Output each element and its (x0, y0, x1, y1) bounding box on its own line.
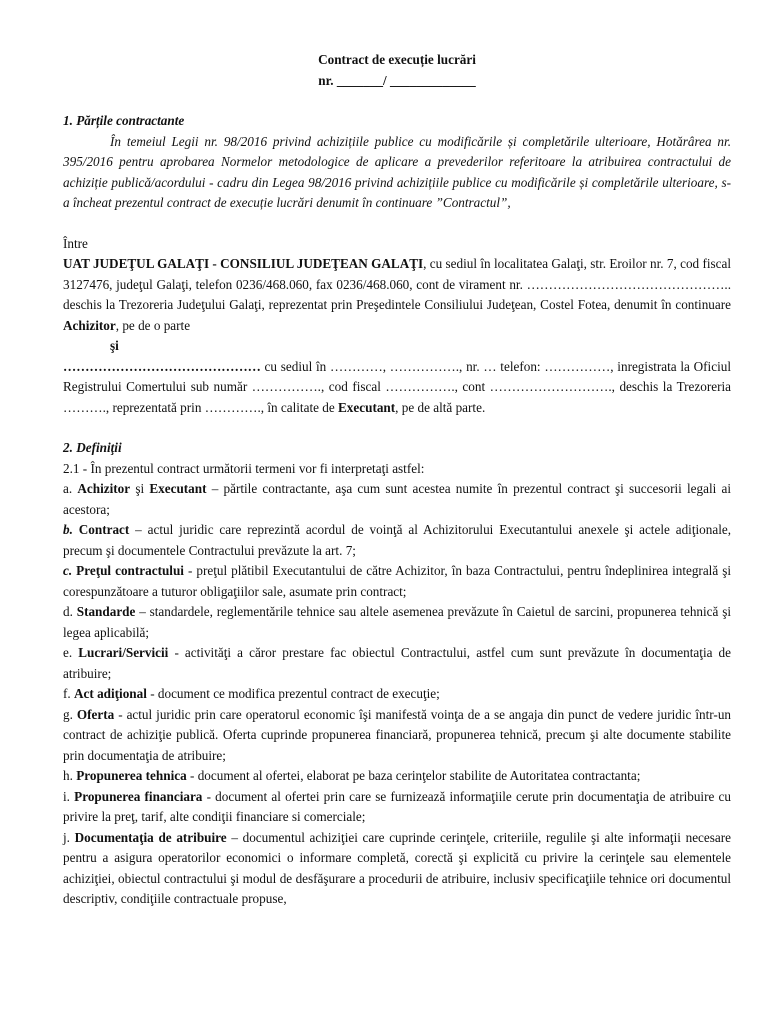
definition-text: - preţul plătibil Executantului de către Achizitor, în baza Contractului, pentru îndeplinirea integrală şi corespunzătoare a tuturor obligaţiilor sale, asumate prin contract; (63, 563, 732, 599)
party-2-role: Executant (338, 399, 396, 415)
definition-text: – standardele, reglementările tehnice sau altele asemenea prevăzute în Caietul de sarcini, propunerea tehnică şi legea aplicabilă; (63, 604, 732, 640)
definition-letter: e. (63, 645, 79, 660)
definition-item (63, 602, 731, 643)
definition-letter: a. (63, 481, 78, 496)
definition-item (63, 520, 731, 561)
definition-term: Lucrari/Servicii (78, 645, 169, 660)
definition-text: - actul juridic prin care operatorul economic îşi manifestă voinţa de a se angaja din punct de vedere juridic într-un contract de achiziţie publică. Oferta cuprinde propunerea financiară, propunerea tehnică, precum şi alte documente stabilite prin documentaţia de atribuire; (63, 706, 732, 763)
definition-term-2: Executant (149, 481, 207, 496)
party-1-paragraph (63, 254, 731, 336)
definition-text: – documentul achiziţiei care cuprinde cerinţele, criteriile, regulile şi alte informaţii necesare pentru a asigura operatorilor economici o informare completă, corectă şi explicită cu privire la cerinţele sau elementele achiziţiei, obiectul contractului şi modul de desfăşurare a procedurii de atribuire, inclusiv specificaţiile tehnice ori documentul descriptiv, condiţiile contractuale propuse, (63, 829, 731, 906)
definition-letter: b. (63, 522, 79, 537)
definition-text: – părtile contractante, aşa cum sunt acestea numite în prezentul contract şi succesorii legali ai acestora; (63, 481, 732, 517)
definition-connector: şi (130, 481, 150, 496)
definition-text: - document ce modifica prezentul contract de execuţie; (146, 686, 440, 701)
definition-term: Act adiţional (74, 686, 147, 701)
party-1-end: , pe de o parte (115, 317, 191, 333)
definition-letter: j. (63, 829, 75, 845)
definition-item (63, 684, 731, 705)
definition-text: - document al ofertei, elaborat pe baza cerinţelor stabilite de Autoritatea contractanta; (186, 768, 641, 783)
party-2-dots: ……………………………………… (63, 358, 261, 374)
definition-item (63, 828, 731, 910)
definition-item (63, 705, 731, 767)
definition-term: Achizitor (77, 481, 131, 496)
document-page (63, 50, 731, 910)
party-1-role: Achizitor (63, 317, 116, 333)
definition-item (63, 643, 731, 684)
definition-text: - activităţi a căror prestare fac obiectul Contractului, astfel cum sunt prevăzute în documentaţia de atribuire; (63, 645, 731, 681)
definition-item (63, 766, 731, 787)
section-2-intro: 2.1 - În prezentul contract următorii termeni vor fi interpretaţi astfel: (63, 460, 425, 476)
definition-letter: f. (63, 686, 74, 701)
definition-term: Standarde (76, 604, 136, 619)
definition-text: – actul juridic care reprezintă acordul de voinţă al Achizitorului Executantului anexele şi actele adiţionale, precum şi documentele Contractului prevăzute la art. 7; (63, 522, 732, 558)
party-1-text: , cu sediul în localitatea Galaţi, str. Eroilor nr. 7, cod fiscal 3127476, judeţul Galaţi, telefon 0236/468.060, fax 0236/468.060, cont de virament nr. ……………………………………….. deschis la Trezoreria Judeţului Galaţi, reprezentat prin Preşedintele Consiliului Judeţean, Costel Fotea, denumit în continuare (63, 256, 732, 312)
definition-term: Documentaţia de atribuire (74, 829, 227, 845)
definition-letter: d. (63, 604, 77, 619)
party-2-text: cu sediul în …………, ……………., nr. … telefon: ……………, inregistrata la Oficiul Registrului Comertului sub număr ……………., cod fiscal ……………., cont ………………………., deschis la Trezoreria ………., reprezentată prin …………., în calitate de (63, 358, 731, 415)
and-label: şi (110, 338, 119, 353)
party-1-name: UAT JUDEŢUL GALAŢI - CONSILIUL JUDEŢEAN GALAŢI (63, 256, 424, 271)
party-2-paragraph (63, 357, 731, 419)
definition-item (63, 479, 731, 520)
definition-text: - document al ofertei prin care se furnizează informaţiile cerute prin documentaţia de atribuire cu privire la preţ, tarif, alte condiţii financiare si comerciale; (63, 788, 731, 824)
definition-term: Oferta (76, 706, 115, 722)
definitions-list (63, 479, 731, 910)
definition-letter: c. (63, 563, 77, 578)
between-label: Între (63, 235, 88, 251)
party-2-end: , pe de altă parte. (395, 399, 486, 415)
definition-term: Propunerea financiara (74, 788, 203, 804)
definition-term: Contract (78, 522, 130, 537)
definition-item (63, 561, 731, 602)
definition-item (63, 787, 731, 828)
section-1-title: 1. Părțile contractante (63, 113, 185, 128)
definition-letter: i. (63, 788, 75, 804)
section-1-intro: În temeiul Legii nr. 98/2016 privind achizițiile publice cu modificările și completările ulterioare, Hotărârea nr. 395/2016 pentru aprobarea Normelor metodologice de aplicare a prevederilor referitoare la atribuirea contractului de achiziție publică/acordului - cadru din Legea 98/2016 privind achizițiile publice cu modificările și completările ulterioare, s-a încheat prezentul contract de execuție lucrări denumit în continuare ”Contractul”, (63, 133, 731, 210)
definition-letter: g. (63, 706, 77, 722)
definition-term: Propunerea tehnica (76, 768, 187, 783)
definition-term: Preţul contractului (76, 563, 184, 578)
definition-letter: h. (63, 768, 77, 783)
contract-title: Contract de execuție lucrări (318, 52, 476, 67)
section-2-title: 2. Definiţii (63, 440, 122, 455)
contract-number: nr. _______/ _____________ (318, 72, 476, 88)
